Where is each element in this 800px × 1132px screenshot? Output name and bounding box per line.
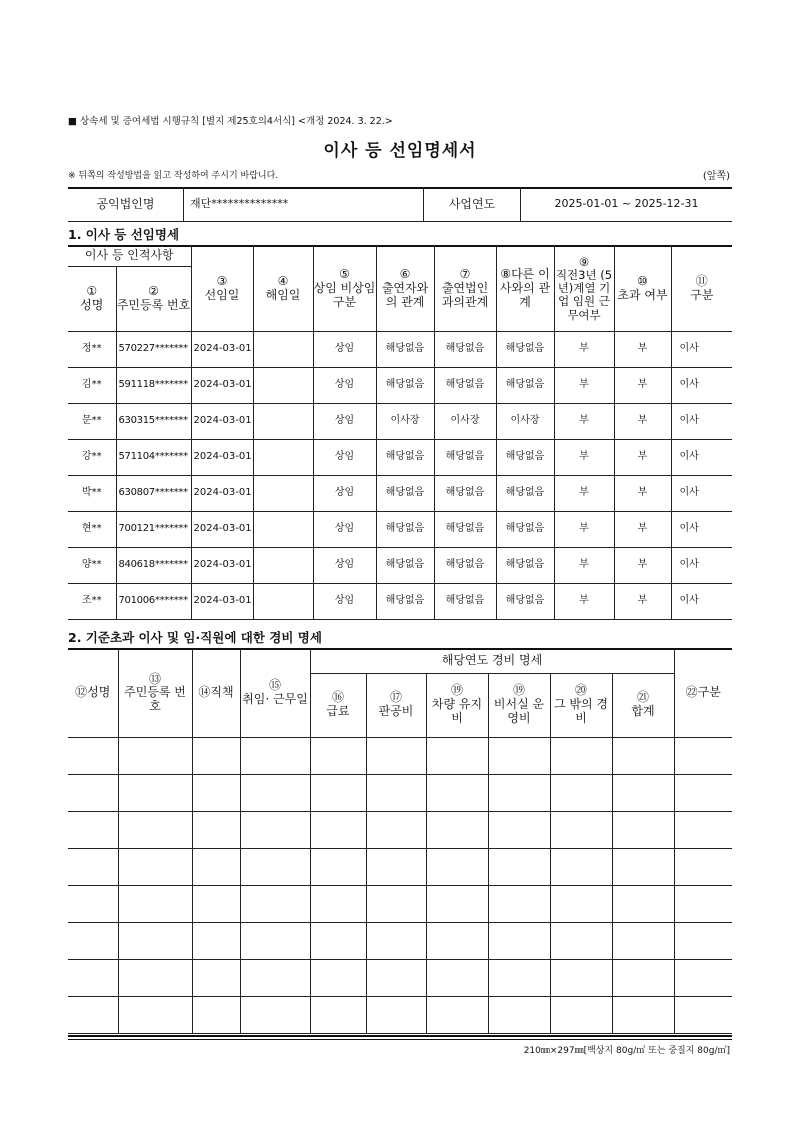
empty-cell (488, 885, 550, 922)
col-num-17: ⑰ (389, 690, 402, 705)
table-row (68, 367, 732, 403)
cell-name: 박** (68, 475, 116, 511)
fiscal-year-value: 2025-01-01 ~ 2025-12-31 (521, 188, 733, 221)
cell-appoint: 2024-03-01 (191, 439, 253, 475)
cell-type: 상임 (313, 367, 376, 403)
empty-cell (192, 737, 240, 774)
section2-rows (68, 737, 732, 1033)
empty-cell (310, 996, 366, 1033)
col-appoint-header (191, 246, 253, 331)
col-rrn-header (116, 266, 191, 331)
empty-cell (426, 996, 488, 1033)
empty-cell (310, 811, 366, 848)
cell-rrn: 700121******* (116, 511, 191, 547)
col-label-name: 성명 (80, 297, 104, 312)
table-row (68, 547, 732, 583)
col-label-s2-rrn: 주민등록 번호 (124, 685, 186, 714)
table-row (68, 403, 732, 439)
cell-appoint: 2024-03-01 (191, 511, 253, 547)
empty-cell (674, 737, 732, 774)
cell-class: 이사 (671, 475, 732, 511)
col-s2-class-header: ㉒구분 (674, 649, 732, 737)
cell-rrn: 571104******* (116, 439, 191, 475)
cell-dismiss (253, 583, 313, 619)
cell-affil: 부 (554, 511, 614, 547)
cell-class: 이사 (671, 403, 732, 439)
cell-class: 이사 (671, 547, 732, 583)
cell-class: 이사 (671, 511, 732, 547)
cell-name: 현** (68, 511, 116, 547)
cell-rrn: 591118******* (116, 367, 191, 403)
corp-name-label: 공익법인명 (68, 188, 184, 221)
empty-cell (118, 774, 192, 811)
col-label-entertain: 판공비 (378, 704, 414, 718)
section1-table (68, 245, 732, 620)
col-num-18: ⑲ (450, 683, 463, 698)
corp-name-value: 재단************** (184, 188, 424, 221)
empty-cell (118, 996, 192, 1033)
empty-cell (366, 811, 426, 848)
cell-type: 상임 (313, 547, 376, 583)
empty-cell (550, 996, 612, 1033)
empty-cell (674, 774, 732, 811)
col-total-header (612, 673, 674, 737)
empty-cell (68, 848, 118, 885)
col-rel-corp-header (434, 246, 496, 331)
empty-cell (612, 848, 674, 885)
cell-rel-donor: 해당없음 (376, 439, 434, 475)
col-num-16: ⑯ (331, 690, 344, 705)
section1-rows (68, 331, 732, 619)
cell-appoint: 2024-03-01 (191, 547, 253, 583)
table-row (68, 737, 732, 774)
empty-cell (488, 811, 550, 848)
col-secretary-header (488, 673, 550, 737)
col-label-appoint: 선임일 (204, 287, 240, 302)
empty-cell (488, 737, 550, 774)
col-num-10: ⑩ (637, 273, 648, 288)
cell-rel-corp: 해당없음 (434, 475, 496, 511)
cell-rel-other: 해당없음 (496, 439, 554, 475)
empty-cell (240, 959, 310, 996)
cell-affil: 부 (554, 439, 614, 475)
col-other-exp-header (550, 673, 612, 737)
col-entertain-header (366, 673, 426, 737)
empty-cell (426, 774, 488, 811)
col-vehicle-header (426, 673, 488, 737)
group-header-personal: 이사 등 인적사항 (68, 246, 191, 266)
cell-rel-other: 해당없음 (496, 583, 554, 619)
empty-cell (366, 922, 426, 959)
col-num-4: ④ (277, 273, 289, 288)
cell-type: 상임 (313, 475, 376, 511)
col-dismiss-header (253, 246, 313, 331)
empty-cell (240, 774, 310, 811)
cell-excess: 부 (614, 367, 671, 403)
cell-rel-donor: 해당없음 (376, 547, 434, 583)
cell-name: 문** (68, 403, 116, 439)
empty-cell (310, 922, 366, 959)
empty-cell (68, 774, 118, 811)
empty-cell (118, 959, 192, 996)
cell-dismiss (253, 439, 313, 475)
law-reference: ■ 상속세 및 증여세법 시행규칙 [별지 제25호의4서식] <개정 2024. 3. 22.> (68, 116, 393, 127)
empty-cell (612, 737, 674, 774)
cell-affil: 부 (554, 583, 614, 619)
empty-cell (550, 922, 612, 959)
info-table (68, 187, 732, 222)
empty-cell (310, 959, 366, 996)
cell-rrn: 630315******* (116, 403, 191, 439)
empty-cell (310, 737, 366, 774)
cell-rel-corp: 이사장 (434, 403, 496, 439)
empty-cell (118, 737, 192, 774)
col-rel-other-header: ⑧다른 이사와의 관계 (496, 246, 554, 331)
cell-class: 이사 (671, 367, 732, 403)
empty-cell (550, 774, 612, 811)
paper-spec: 210㎜×297㎜[백상지 80g/㎡ 또는 중질지 80g/㎡] (523, 1046, 730, 1056)
cell-appoint: 2024-03-01 (191, 403, 253, 439)
footer-rule-thick (68, 1035, 732, 1037)
col-num-21: ㉑ (636, 690, 649, 705)
table-row (68, 511, 732, 547)
table-row (68, 811, 732, 848)
empty-cell (488, 848, 550, 885)
col-label-excess: 초과 여부 (617, 287, 668, 302)
cell-excess: 부 (614, 475, 671, 511)
col-label-type: 상임 비상임 구분 (313, 280, 376, 309)
cell-appoint: 2024-03-01 (191, 583, 253, 619)
cell-type: 상임 (313, 583, 376, 619)
table-row (68, 439, 732, 475)
empty-cell (118, 811, 192, 848)
empty-cell (612, 922, 674, 959)
table-row (68, 774, 732, 811)
col-excess-header (614, 246, 671, 331)
cell-affil: 부 (554, 403, 614, 439)
empty-cell (310, 885, 366, 922)
empty-cell (68, 922, 118, 959)
cell-rel-other: 해당없음 (496, 475, 554, 511)
cell-excess: 부 (614, 403, 671, 439)
empty-cell (68, 737, 118, 774)
empty-cell (366, 774, 426, 811)
col-s2-rrn-header (118, 649, 192, 737)
cell-rel-donor: 해당없음 (376, 367, 434, 403)
cell-dismiss (253, 367, 313, 403)
cell-dismiss (253, 331, 313, 367)
col-type-header (313, 246, 376, 331)
empty-cell (68, 996, 118, 1033)
empty-cell (366, 848, 426, 885)
page-title: 이사 등 선임명세서 (323, 141, 477, 161)
empty-cell (674, 959, 732, 996)
cell-appoint: 2024-03-01 (191, 331, 253, 367)
cell-rrn: 840618******* (116, 547, 191, 583)
table-row (68, 922, 732, 959)
cell-dismiss (253, 547, 313, 583)
cell-class: 이사 (671, 331, 732, 367)
col-num-19: ⑲ (512, 683, 525, 698)
col-class-header (671, 246, 732, 331)
col-num-2: ② (148, 283, 159, 298)
cell-rel-donor: 이사장 (376, 403, 434, 439)
cell-affil: 부 (554, 367, 614, 403)
col-num-20: ⑳ (574, 683, 587, 698)
col-label-start: 취임· 근무일 (242, 692, 308, 707)
empty-cell (550, 848, 612, 885)
empty-cell (240, 848, 310, 885)
col-num-7: ⑦ (459, 267, 471, 282)
table-row (68, 996, 732, 1033)
col-label-affil: 직전3년 (5년)계열 기업 임원 근무여부 (555, 267, 613, 322)
col-num-1: ① (86, 283, 98, 298)
col-label-other-exp: 그 밖의 경비 (554, 697, 608, 725)
empty-cell (550, 885, 612, 922)
empty-cell (240, 885, 310, 922)
col-rel-donor-header (376, 246, 434, 331)
cell-affil: 부 (554, 475, 614, 511)
col-num-9: ⑨ (578, 254, 590, 269)
empty-cell (550, 811, 612, 848)
table-row (68, 848, 732, 885)
cell-rel-donor: 해당없음 (376, 475, 434, 511)
col-num-11: ⑪ (695, 273, 708, 288)
empty-cell (426, 811, 488, 848)
cell-rel-corp: 해당없음 (434, 439, 496, 475)
cell-rel-donor: 해당없음 (376, 583, 434, 619)
cell-type: 상임 (313, 331, 376, 367)
cell-rel-other: 해당없음 (496, 511, 554, 547)
empty-cell (612, 959, 674, 996)
cell-dismiss (253, 403, 313, 439)
col-label-dismiss: 해임일 (265, 287, 301, 302)
cell-appoint: 2024-03-01 (191, 367, 253, 403)
cell-excess: 부 (614, 583, 671, 619)
cell-rrn: 570227******* (116, 331, 191, 367)
cell-rel-donor: 해당없음 (376, 331, 434, 367)
empty-cell (310, 848, 366, 885)
empty-cell (426, 922, 488, 959)
cell-excess: 부 (614, 331, 671, 367)
cell-affil: 부 (554, 331, 614, 367)
section1-title: 1. 이사 등 선임명세 (68, 227, 180, 242)
cell-rel-other: 이사장 (496, 403, 554, 439)
cell-type: 상임 (313, 403, 376, 439)
col-num-15: ⑮ (268, 678, 281, 693)
table-row (68, 583, 732, 619)
col-num-5: ⑤ (339, 267, 350, 282)
cell-rel-corp: 해당없음 (434, 583, 496, 619)
empty-cell (240, 737, 310, 774)
empty-cell (366, 737, 426, 774)
empty-cell (192, 959, 240, 996)
col-label-rel-corp: 출연법인 과의관계 (441, 280, 489, 309)
col-label-salary: 급료 (326, 704, 350, 718)
empty-cell (674, 848, 732, 885)
table-row (68, 885, 732, 922)
empty-cell (674, 811, 732, 848)
col-num-13: ⑬ (148, 671, 161, 686)
empty-cell (240, 922, 310, 959)
empty-cell (612, 996, 674, 1033)
cell-rrn: 701006******* (116, 583, 191, 619)
cell-excess: 부 (614, 511, 671, 547)
cell-rel-corp: 해당없음 (434, 367, 496, 403)
empty-cell (192, 811, 240, 848)
empty-cell (68, 811, 118, 848)
empty-cell (192, 885, 240, 922)
col-start-header (240, 649, 310, 737)
empty-cell (310, 774, 366, 811)
empty-cell (68, 959, 118, 996)
empty-cell (192, 774, 240, 811)
cell-rel-corp: 해당없음 (434, 331, 496, 367)
empty-cell (426, 885, 488, 922)
cell-type: 상임 (313, 511, 376, 547)
table-row (68, 475, 732, 511)
col-num-3: ③ (216, 273, 228, 288)
cell-rrn: 630807******* (116, 475, 191, 511)
empty-cell (118, 922, 192, 959)
col-num-6: ⑥ (399, 267, 411, 282)
empty-cell (68, 885, 118, 922)
empty-cell (612, 811, 674, 848)
cell-class: 이사 (671, 583, 732, 619)
col-s2-name-header: ⑫성명 (68, 649, 118, 737)
cell-excess: 부 (614, 439, 671, 475)
empty-cell (612, 885, 674, 922)
empty-cell (426, 737, 488, 774)
empty-cell (488, 922, 550, 959)
cell-dismiss (253, 475, 313, 511)
cell-rel-corp: 해당없음 (434, 511, 496, 547)
empty-cell (366, 885, 426, 922)
group-header-expenses: 해당연도 경비 명세 (310, 649, 674, 673)
empty-cell (240, 996, 310, 1033)
empty-cell (674, 885, 732, 922)
empty-cell (550, 959, 612, 996)
empty-cell (488, 996, 550, 1033)
col-label-class: 구분 (690, 287, 714, 302)
cell-class: 이사 (671, 439, 732, 475)
empty-cell (488, 774, 550, 811)
cell-rel-other: 해당없음 (496, 331, 554, 367)
col-salary-header (310, 673, 366, 737)
empty-cell (488, 959, 550, 996)
empty-cell (240, 811, 310, 848)
empty-cell (426, 959, 488, 996)
table-row (68, 959, 732, 996)
page-side-label: (앞쪽) (702, 171, 730, 182)
cell-name: 양** (68, 547, 116, 583)
cell-name: 강** (68, 439, 116, 475)
col-label-rrn: 주민등록 번호 (116, 297, 191, 312)
empty-cell (612, 774, 674, 811)
empty-cell (674, 996, 732, 1033)
empty-cell (192, 996, 240, 1033)
cell-name: 조** (68, 583, 116, 619)
cell-type: 상임 (313, 439, 376, 475)
empty-cell (366, 996, 426, 1033)
table-row (68, 331, 732, 367)
cell-name: 김** (68, 367, 116, 403)
section2-table (68, 648, 732, 1034)
cell-rel-donor: 해당없음 (376, 511, 434, 547)
empty-cell (118, 848, 192, 885)
cell-rel-corp: 해당없음 (434, 547, 496, 583)
empty-cell (192, 922, 240, 959)
col-label-secretary: 비서실 운영비 (493, 697, 545, 725)
empty-cell (118, 885, 192, 922)
fiscal-year-label: 사업연도 (424, 188, 521, 221)
empty-cell (550, 737, 612, 774)
cell-appoint: 2024-03-01 (191, 475, 253, 511)
empty-cell (674, 922, 732, 959)
cell-name: 정** (68, 331, 116, 367)
col-label-total: 합계 (631, 704, 655, 718)
empty-cell (192, 848, 240, 885)
col-label-vehicle: 차량 유지비 (431, 697, 483, 725)
col-label-rel-donor: 출연자와의 관계 (381, 280, 429, 309)
col-affil-header (554, 246, 614, 331)
cell-rel-other: 해당없음 (496, 547, 554, 583)
cell-excess: 부 (614, 547, 671, 583)
col-position-header: ⑭직책 (192, 649, 240, 737)
cell-affil: 부 (554, 547, 614, 583)
instruction-note: ※ 뒤쪽의 작성방법을 읽고 작성하여 주시기 바랍니다. (68, 171, 279, 181)
section2-title: 2. 기준초과 이사 및 임·직원에 대한 경비 명세 (68, 630, 322, 645)
cell-dismiss (253, 511, 313, 547)
footer-rule-thin (68, 1039, 732, 1040)
empty-cell (366, 959, 426, 996)
cell-rel-other: 해당없음 (496, 367, 554, 403)
empty-cell (426, 848, 488, 885)
col-name-header (68, 266, 116, 331)
